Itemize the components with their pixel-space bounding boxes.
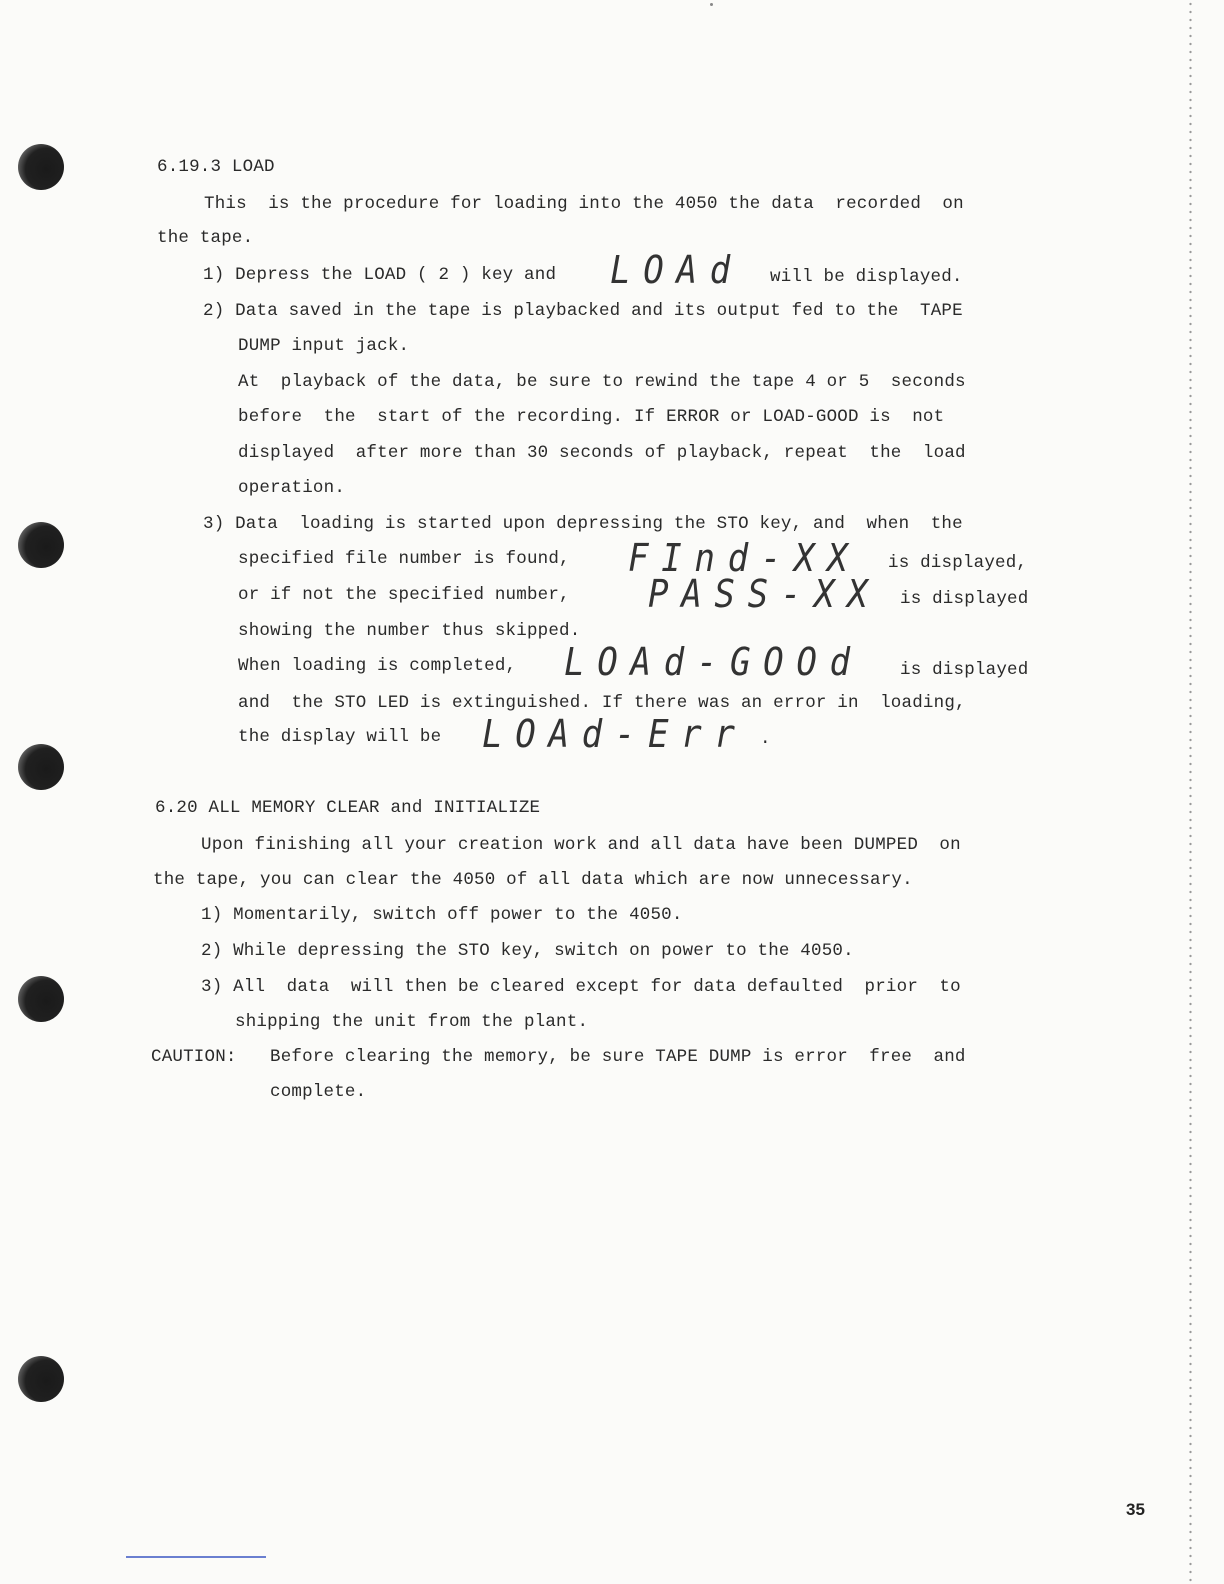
step-1-text: 1) Depress the LOAD ( 2 ) key and (203, 265, 557, 285)
section-heading-clear: 6.20 ALL MEMORY CLEAR and INITIALIZE (155, 798, 541, 818)
binder-hole (18, 144, 64, 190)
step-2-line: At playback of the data, be sure to rewind the tape 4 or 5 seconds (238, 372, 966, 392)
binder-hole (18, 522, 64, 568)
step-3-line: and the STO LED is extinguished. If there was an error in loading, (238, 693, 966, 713)
led-display-load-good: LOAd-GOOd (564, 640, 863, 684)
paragraph-line: the tape. (157, 228, 254, 248)
step-3-suffix: . (760, 729, 771, 749)
section-heading-load: 6.19.3 LOAD (157, 157, 275, 177)
binder-hole (18, 1356, 64, 1402)
led-display-load-err: LOAd-Err (482, 712, 748, 756)
step-3-line: When loading is completed, (238, 656, 517, 676)
step-3-suffix: is displayed, (888, 553, 1028, 573)
caution-text: Before clearing the memory, be sure TAPE DUMP is error free and (270, 1047, 966, 1067)
text: This is the procedure for loading into the 4050 the data recorded on (204, 194, 964, 214)
clear-step-3: 3) All data will then be cleared except for data defaulted prior to (201, 977, 961, 997)
step-3-line: 3) Data loading is started upon depressing the STO key, and when the (203, 514, 963, 534)
divider (126, 1556, 266, 1558)
step-2-line: 2) Data saved in the tape is playbacked and its output fed to the TAPE (203, 301, 963, 321)
caution-label: CAUTION: (151, 1047, 237, 1067)
clear-step-1: 1) Momentarily, switch off power to the 4050. (201, 905, 683, 925)
step-2-line: displayed after more than 30 seconds of playback, repeat the load (238, 443, 966, 463)
caution-text: complete. (270, 1082, 367, 1102)
paragraph-line (204, 193, 1044, 215)
step-2-line: operation. (238, 478, 346, 498)
step-3-suffix: is displayed (900, 589, 1029, 609)
step-3-line: specified file number is found, (238, 549, 570, 569)
step-3-line: showing the number thus skipped. (238, 621, 581, 641)
led-display-load: LOAd (610, 248, 743, 292)
step-2-line: DUMP input jack. (238, 336, 410, 356)
page-number: 35 (1126, 1500, 1145, 1519)
binder-hole (18, 976, 64, 1022)
led-display-pass: PASS-XX (648, 572, 881, 616)
clear-step-3-cont: shipping the unit from the plant. (235, 1012, 589, 1032)
step-1-suffix: will be displayed. (770, 267, 963, 287)
paragraph-line: Upon finishing all your creation work and all data have been DUMPED on (201, 835, 961, 855)
step-3-line: or if not the specified number, (238, 585, 570, 605)
clear-step-2: 2) While depressing the STO key, switch on power to the 4050. (201, 941, 854, 961)
step-3-suffix: is displayed (900, 660, 1029, 680)
step-2-line: before the start of the recording. If ERROR or LOAD-GOOD is not (238, 407, 945, 427)
perforation-edge (1189, 0, 1192, 1584)
binder-hole (18, 744, 64, 790)
led-display-find: FInd-XX (628, 536, 861, 580)
paragraph-line: the tape, you can clear the 4050 of all data which are now unnecessary. (153, 870, 913, 890)
step-3-line: the display will be (238, 727, 442, 747)
speck (710, 3, 713, 6)
